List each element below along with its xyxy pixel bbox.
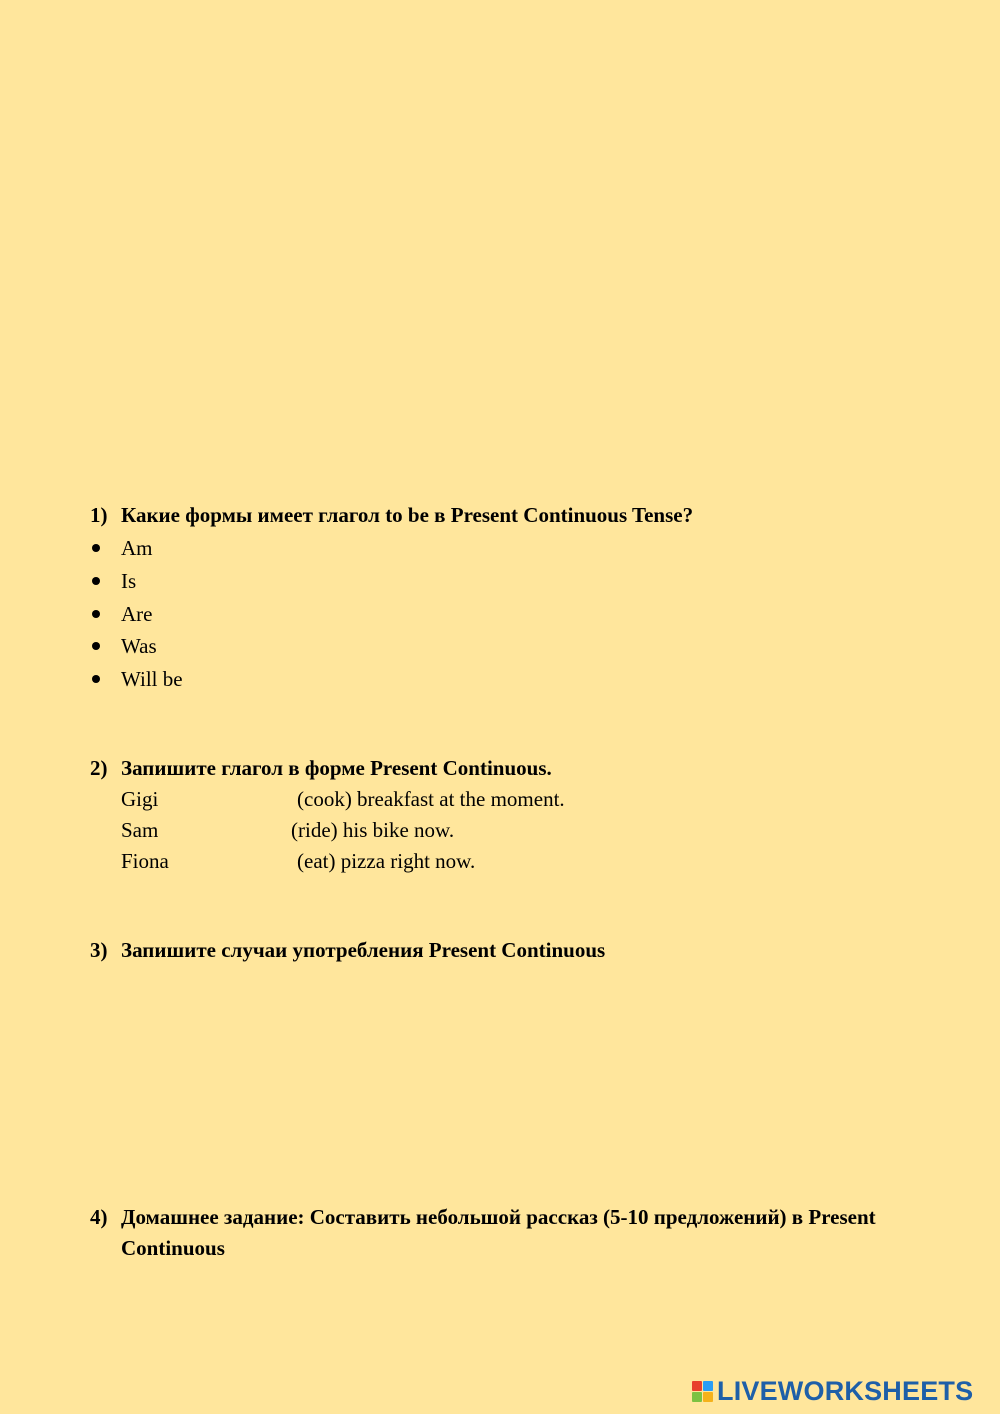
logo-square bbox=[703, 1381, 713, 1391]
logo-squares-icon bbox=[692, 1381, 713, 1402]
row-sentence: (ride) his bike now. bbox=[291, 818, 455, 842]
question-text: Запишите глагол в форме Present Continuous. bbox=[121, 756, 552, 780]
option-label: Am bbox=[121, 536, 153, 560]
question-text: Домашнее задание: Составить небольшой рассказ (5-10 предложений) в Present Continuous bbox=[121, 1205, 876, 1260]
question-number: 4) bbox=[90, 1205, 108, 1229]
row-subject: Fiona bbox=[121, 849, 169, 873]
question-3-title bbox=[90, 935, 921, 966]
bullet-icon bbox=[90, 663, 121, 696]
question-4-title bbox=[90, 1202, 921, 1264]
question-number: 1) bbox=[90, 503, 108, 527]
option-item[interactable] bbox=[90, 663, 183, 696]
option-item[interactable] bbox=[90, 630, 183, 663]
logo-square bbox=[692, 1381, 702, 1391]
liveworksheets-logo bbox=[692, 1376, 973, 1406]
option-item[interactable] bbox=[90, 532, 183, 565]
question-number: 3) bbox=[90, 938, 108, 962]
logo-square bbox=[692, 1392, 702, 1402]
option-item[interactable] bbox=[90, 598, 183, 631]
question-number: 2) bbox=[90, 756, 108, 780]
row-subject: Sam bbox=[121, 818, 159, 842]
option-label: Is bbox=[121, 568, 137, 593]
bullet-icon bbox=[90, 532, 121, 565]
logo-text: LIVEWORKSHEETS bbox=[717, 1376, 974, 1406]
row-sentence: (cook) breakfast at the moment. bbox=[297, 787, 565, 811]
fill-in-row bbox=[121, 846, 821, 877]
row-sentence: (eat) pizza right now. bbox=[297, 849, 476, 873]
question-1-options bbox=[90, 532, 183, 696]
question-text: Запишите случаи употребления Present Continuous bbox=[121, 938, 606, 962]
question-text: Какие формы имеет глагол to be в Present Continuous Tense? bbox=[121, 503, 694, 527]
fill-in-row bbox=[121, 815, 821, 846]
option-label: Was bbox=[121, 634, 157, 659]
question-2-title bbox=[90, 753, 921, 784]
bullet-icon bbox=[90, 565, 121, 598]
option-label: Will be bbox=[121, 667, 183, 692]
question-1-title bbox=[90, 500, 921, 531]
fill-in-row bbox=[121, 784, 821, 815]
bullet-icon bbox=[90, 598, 121, 631]
bullet-icon bbox=[90, 630, 121, 663]
row-subject: Gigi bbox=[121, 787, 159, 811]
option-label: Are bbox=[121, 601, 153, 626]
logo-square bbox=[703, 1392, 713, 1402]
option-item[interactable] bbox=[90, 565, 183, 598]
